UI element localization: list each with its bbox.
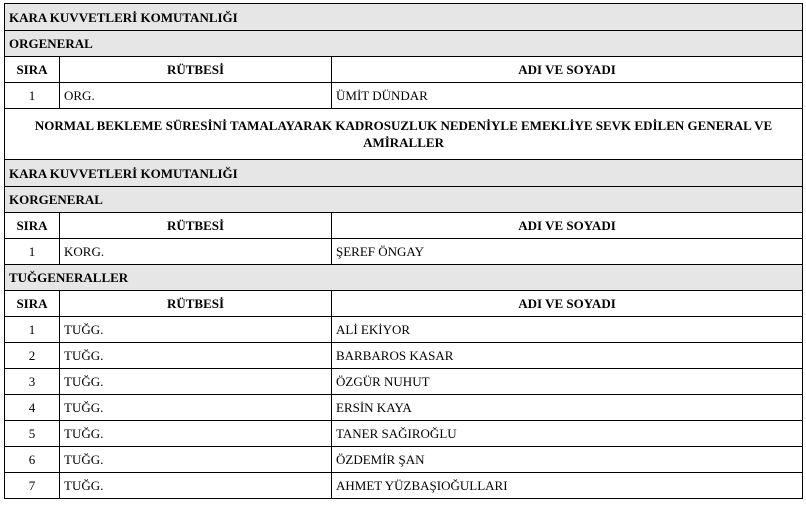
command-heading: KARA KUVVETLERİ KOMUTANLIĞI bbox=[5, 160, 803, 187]
table-row bbox=[5, 343, 803, 369]
section-note: NORMAL BEKLEME SÜRESİNİ TAMALAYARAK KADROSUZLUK NEDENİYLE EMEKLİYE SEVK EDİLEN GENERAL VE AMİRALLER bbox=[5, 109, 803, 160]
document bbox=[4, 3, 802, 499]
column-header-sira: SIRA bbox=[5, 213, 60, 239]
cell-ad: ÖZGÜR NUHUT bbox=[332, 369, 803, 395]
note-row bbox=[5, 109, 803, 160]
cell-sira: 1 bbox=[5, 317, 60, 343]
cell-ad: ERSİN KAYA bbox=[332, 395, 803, 421]
cell-ad: ÖZDEMİR ŞAN bbox=[332, 447, 803, 473]
cell-ad: AHMET YÜZBAŞIOĞULLARI bbox=[332, 473, 803, 499]
cell-ad: ALİ EKİYOR bbox=[332, 317, 803, 343]
cell-sira: 3 bbox=[5, 369, 60, 395]
column-header-rutbe: RÜTBESİ bbox=[60, 291, 332, 317]
cell-rutbe: TUĞG. bbox=[60, 343, 332, 369]
cell-rutbe: TUĞG. bbox=[60, 447, 332, 473]
cell-ad: BARBAROS KASAR bbox=[332, 343, 803, 369]
column-header-row bbox=[5, 291, 803, 317]
command-heading-row bbox=[5, 160, 803, 187]
table-row bbox=[5, 473, 803, 499]
cell-sira: 7 bbox=[5, 473, 60, 499]
cell-rutbe: KORG. bbox=[60, 239, 332, 265]
column-header-row bbox=[5, 57, 803, 83]
rank-group-row bbox=[5, 265, 803, 291]
cell-rutbe: ORG. bbox=[60, 83, 332, 109]
cell-ad: ŞEREF ÖNGAY bbox=[332, 239, 803, 265]
cell-rutbe: TUĞG. bbox=[60, 395, 332, 421]
column-header-rutbe: RÜTBESİ bbox=[60, 213, 332, 239]
table-row bbox=[5, 447, 803, 473]
column-header-row bbox=[5, 213, 803, 239]
cell-rutbe: TUĞG. bbox=[60, 369, 332, 395]
command-heading-row bbox=[5, 4, 803, 31]
cell-ad: TANER SAĞIROĞLU bbox=[332, 421, 803, 447]
table-row bbox=[5, 83, 803, 109]
rank-group-heading: ORGENERAL bbox=[5, 31, 803, 57]
cell-sira: 1 bbox=[5, 83, 60, 109]
cell-rutbe: TUĞG. bbox=[60, 473, 332, 499]
cell-rutbe: TUĞG. bbox=[60, 421, 332, 447]
table-row bbox=[5, 239, 803, 265]
rank-group-heading: KORGENERAL bbox=[5, 187, 803, 213]
table-row bbox=[5, 369, 803, 395]
cell-sira: 6 bbox=[5, 447, 60, 473]
table-row bbox=[5, 395, 803, 421]
cell-sira: 2 bbox=[5, 343, 60, 369]
rank-group-row bbox=[5, 31, 803, 57]
table-row bbox=[5, 317, 803, 343]
cell-sira: 5 bbox=[5, 421, 60, 447]
column-header-rutbe: RÜTBESİ bbox=[60, 57, 332, 83]
personnel-table bbox=[4, 3, 803, 499]
cell-ad: ÜMİT DÜNDAR bbox=[332, 83, 803, 109]
cell-sira: 1 bbox=[5, 239, 60, 265]
column-header-ad: ADI VE SOYADI bbox=[332, 291, 803, 317]
column-header-ad: ADI VE SOYADI bbox=[332, 57, 803, 83]
column-header-sira: SIRA bbox=[5, 57, 60, 83]
cell-sira: 4 bbox=[5, 395, 60, 421]
cell-rutbe: TUĞG. bbox=[60, 317, 332, 343]
column-header-sira: SIRA bbox=[5, 291, 60, 317]
rank-group-row bbox=[5, 187, 803, 213]
table-row bbox=[5, 421, 803, 447]
column-header-ad: ADI VE SOYADI bbox=[332, 213, 803, 239]
rank-group-heading: TUĞGENERALLER bbox=[5, 265, 803, 291]
command-heading: KARA KUVVETLERİ KOMUTANLIĞI bbox=[5, 4, 803, 31]
